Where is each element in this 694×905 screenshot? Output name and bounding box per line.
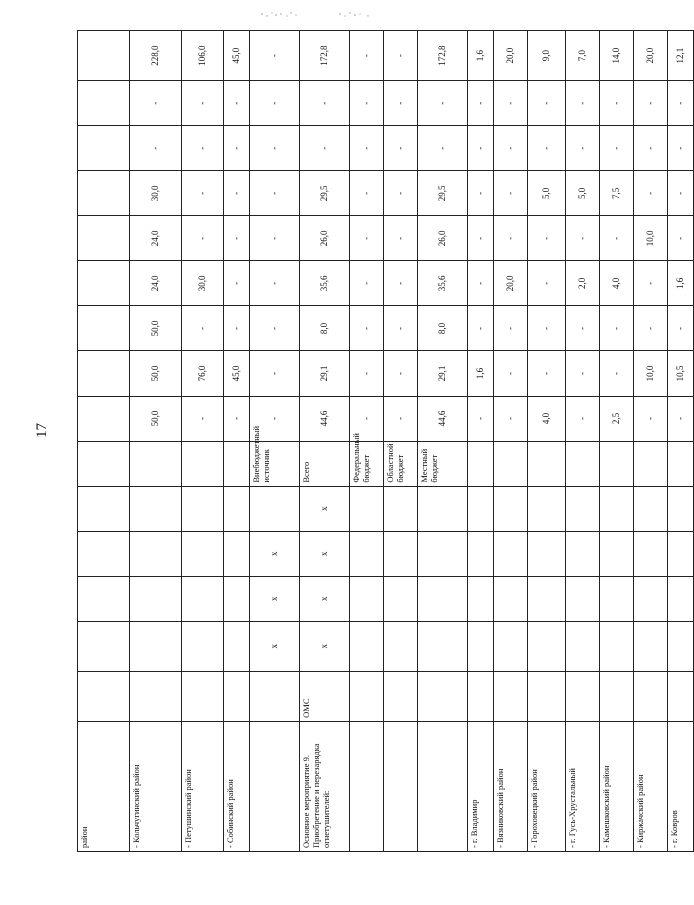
empty-cell xyxy=(78,396,130,441)
value-cell: - xyxy=(600,216,634,261)
responsible-cell xyxy=(418,671,468,721)
table-row xyxy=(418,31,468,852)
row-name-cell: - г. Владимир xyxy=(468,721,494,851)
value-cell: - xyxy=(250,306,300,351)
source-cell xyxy=(494,441,528,486)
value-cell: - xyxy=(224,306,250,351)
value-cell: - xyxy=(634,396,668,441)
value-cell: - xyxy=(528,126,566,171)
value-cell: 50,0 xyxy=(130,306,182,351)
value-cell: - xyxy=(182,216,224,261)
value-cell: 7,0 xyxy=(566,31,600,81)
value-cell: - xyxy=(250,31,300,81)
responsible-cell: ОМС xyxy=(300,671,350,721)
value-cell: - xyxy=(182,126,224,171)
value-cell: - xyxy=(300,126,350,171)
row-name-cell xyxy=(384,721,418,851)
code-cell: х xyxy=(250,531,300,576)
source-cell xyxy=(528,441,566,486)
value-cell: - xyxy=(600,306,634,351)
row-name-cell: - г. Ковров xyxy=(668,721,694,851)
value-cell: - xyxy=(634,261,668,306)
value-cell: - xyxy=(468,306,494,351)
value-cell: - xyxy=(182,306,224,351)
empty-cell xyxy=(78,576,130,621)
value-cell: 35,6 xyxy=(300,261,350,306)
value-cell: - xyxy=(468,396,494,441)
value-cell: 2,0 xyxy=(566,261,600,306)
row-name-cell xyxy=(250,721,300,851)
value-cell: - xyxy=(566,216,600,261)
value-cell: - xyxy=(494,396,528,441)
page-number: 17 xyxy=(34,423,50,438)
value-cell: - xyxy=(528,351,566,396)
code-cell xyxy=(566,486,600,531)
responsible-cell xyxy=(130,671,182,721)
table-row xyxy=(494,31,528,852)
value-cell: 4,0 xyxy=(528,396,566,441)
code-cell xyxy=(384,621,418,671)
value-cell: - xyxy=(668,306,694,351)
code-cell xyxy=(468,531,494,576)
table-row xyxy=(224,31,250,852)
source-cell xyxy=(668,441,694,486)
code-cell: х xyxy=(300,486,350,531)
code-cell xyxy=(634,486,668,531)
table-row xyxy=(668,31,694,852)
value-cell: 44,6 xyxy=(418,396,468,441)
value-cell: 1,6 xyxy=(468,31,494,81)
value-cell: - xyxy=(668,396,694,441)
code-cell: х xyxy=(300,531,350,576)
table-row xyxy=(78,31,130,852)
code-cell xyxy=(350,621,384,671)
value-cell: 12,1 xyxy=(668,31,694,81)
value-cell: - xyxy=(384,126,418,171)
code-cell xyxy=(528,531,566,576)
value-cell: - xyxy=(566,306,600,351)
value-cell: - xyxy=(494,171,528,216)
responsible-cell xyxy=(566,671,600,721)
value-cell: - xyxy=(224,261,250,306)
value-cell: - xyxy=(182,171,224,216)
value-cell: 50,0 xyxy=(130,351,182,396)
source-cell xyxy=(468,441,494,486)
value-cell: - xyxy=(566,126,600,171)
value-cell: - xyxy=(384,396,418,441)
value-cell: 26,0 xyxy=(418,216,468,261)
table-row xyxy=(182,31,224,852)
empty-cell xyxy=(78,31,130,81)
code-cell xyxy=(130,621,182,671)
value-cell: - xyxy=(384,306,418,351)
empty-cell xyxy=(78,621,130,671)
value-cell: 8,0 xyxy=(300,306,350,351)
value-cell: - xyxy=(528,81,566,126)
empty-cell xyxy=(78,306,130,351)
responsible-cell xyxy=(494,671,528,721)
value-cell: - xyxy=(418,81,468,126)
row-name-cell: - Вязниковский район xyxy=(494,721,528,851)
table-row xyxy=(528,31,566,852)
code-cell xyxy=(350,531,384,576)
row-name-cell: - Петушинский район xyxy=(182,721,224,851)
value-cell: 44,6 xyxy=(300,396,350,441)
source-cell xyxy=(566,441,600,486)
code-cell xyxy=(250,486,300,531)
row-name-cell: - Камешковский район xyxy=(600,721,634,851)
value-cell: - xyxy=(384,31,418,81)
value-cell: - xyxy=(384,351,418,396)
value-cell: 4,0 xyxy=(600,261,634,306)
value-cell: 45,0 xyxy=(224,351,250,396)
row-name-cell: - г. Гусь-Хрустальный xyxy=(566,721,600,851)
value-cell: - xyxy=(182,396,224,441)
value-cell: 29,1 xyxy=(418,351,468,396)
code-cell xyxy=(224,621,250,671)
value-cell: - xyxy=(384,261,418,306)
value-cell: - xyxy=(468,216,494,261)
code-cell xyxy=(468,576,494,621)
code-cell xyxy=(182,576,224,621)
table-row xyxy=(634,31,668,852)
value-cell: - xyxy=(350,126,384,171)
value-cell: - xyxy=(250,351,300,396)
value-cell: 10,0 xyxy=(634,216,668,261)
code-cell xyxy=(494,576,528,621)
table-row xyxy=(566,31,600,852)
value-cell: - xyxy=(528,261,566,306)
code-cell xyxy=(494,486,528,531)
code-cell xyxy=(634,576,668,621)
table-row xyxy=(350,31,384,852)
value-cell: - xyxy=(384,171,418,216)
source-cell: Внебюджетный источник xyxy=(250,441,300,486)
source-cell xyxy=(130,441,182,486)
responsible-cell xyxy=(600,671,634,721)
value-cell: 20,0 xyxy=(634,31,668,81)
table-row xyxy=(300,31,350,852)
value-cell: - xyxy=(668,81,694,126)
value-cell: 76,0 xyxy=(182,351,224,396)
empty-cell xyxy=(78,216,130,261)
source-cell xyxy=(634,441,668,486)
empty-cell xyxy=(78,671,130,721)
table-row xyxy=(468,31,494,852)
code-cell xyxy=(418,486,468,531)
value-cell: - xyxy=(668,171,694,216)
value-cell: - xyxy=(634,171,668,216)
value-cell: - xyxy=(468,261,494,306)
value-cell: - xyxy=(300,81,350,126)
value-cell: - xyxy=(350,31,384,81)
responsible-cell xyxy=(350,671,384,721)
source-cell: Федеральный бюджет xyxy=(350,441,384,486)
value-cell: 172,8 xyxy=(300,31,350,81)
value-cell: - xyxy=(350,261,384,306)
code-cell xyxy=(384,486,418,531)
code-cell xyxy=(224,486,250,531)
value-cell: - xyxy=(130,126,182,171)
value-cell: - xyxy=(224,126,250,171)
code-cell xyxy=(182,621,224,671)
value-cell: - xyxy=(250,81,300,126)
value-cell: - xyxy=(494,216,528,261)
code-cell xyxy=(468,486,494,531)
scan-noise xyxy=(258,10,378,20)
responsible-cell xyxy=(634,671,668,721)
code-cell xyxy=(384,531,418,576)
value-cell: - xyxy=(350,351,384,396)
code-cell: х xyxy=(250,621,300,671)
value-cell: - xyxy=(224,171,250,216)
value-cell: 10,0 xyxy=(634,351,668,396)
empty-cell xyxy=(78,171,130,216)
table-frame xyxy=(77,30,686,848)
value-cell: - xyxy=(634,306,668,351)
empty-cell xyxy=(78,486,130,531)
table-body xyxy=(78,31,694,852)
code-cell xyxy=(668,486,694,531)
value-cell: 9,0 xyxy=(528,31,566,81)
value-cell: - xyxy=(494,126,528,171)
code-cell xyxy=(528,576,566,621)
value-cell: - xyxy=(130,81,182,126)
code-cell xyxy=(182,486,224,531)
value-cell: - xyxy=(600,351,634,396)
code-cell xyxy=(468,621,494,671)
code-cell xyxy=(634,621,668,671)
value-cell: - xyxy=(250,261,300,306)
code-cell xyxy=(182,531,224,576)
code-cell xyxy=(384,576,418,621)
row-name-cell xyxy=(418,721,468,851)
value-cell: - xyxy=(668,126,694,171)
code-cell xyxy=(566,621,600,671)
row-name-cell: район xyxy=(78,721,130,851)
value-cell: 228,0 xyxy=(130,31,182,81)
value-cell: - xyxy=(350,81,384,126)
value-cell: - xyxy=(566,351,600,396)
source-cell xyxy=(600,441,634,486)
value-cell: 30,0 xyxy=(182,261,224,306)
value-cell: 1,6 xyxy=(468,351,494,396)
code-cell xyxy=(224,576,250,621)
empty-cell xyxy=(78,351,130,396)
code-cell: х xyxy=(250,576,300,621)
row-name-cell: - Кольчугинский район xyxy=(130,721,182,851)
code-cell xyxy=(130,486,182,531)
value-cell: 8,0 xyxy=(418,306,468,351)
value-cell: 20,0 xyxy=(494,261,528,306)
value-cell: - xyxy=(384,81,418,126)
value-cell: 50,0 xyxy=(130,396,182,441)
value-cell: - xyxy=(350,171,384,216)
source-cell: Областной бюджет xyxy=(384,441,418,486)
value-cell: 45,0 xyxy=(224,31,250,81)
code-cell: х xyxy=(300,576,350,621)
value-cell: 29,5 xyxy=(300,171,350,216)
value-cell: - xyxy=(600,81,634,126)
value-cell: - xyxy=(350,216,384,261)
code-cell xyxy=(494,531,528,576)
value-cell: 24,0 xyxy=(130,261,182,306)
value-cell: - xyxy=(468,171,494,216)
source-cell: Местный бюджет xyxy=(418,441,468,486)
value-cell: - xyxy=(350,306,384,351)
value-cell: - xyxy=(250,126,300,171)
value-cell: 24,0 xyxy=(130,216,182,261)
value-cell: - xyxy=(384,216,418,261)
empty-cell xyxy=(78,81,130,126)
responsible-cell xyxy=(182,671,224,721)
value-cell: - xyxy=(566,396,600,441)
value-cell: - xyxy=(350,396,384,441)
value-cell: - xyxy=(494,351,528,396)
code-cell: х xyxy=(300,621,350,671)
code-cell xyxy=(634,531,668,576)
value-cell: 7,5 xyxy=(600,171,634,216)
source-cell xyxy=(182,441,224,486)
code-cell xyxy=(494,621,528,671)
value-cell: - xyxy=(494,306,528,351)
table-row xyxy=(250,31,300,852)
value-cell: 29,1 xyxy=(300,351,350,396)
value-cell: 35,6 xyxy=(418,261,468,306)
code-cell xyxy=(566,531,600,576)
responsible-cell xyxy=(250,671,300,721)
responsible-cell xyxy=(668,671,694,721)
value-cell: - xyxy=(224,396,250,441)
table-row xyxy=(600,31,634,852)
code-cell xyxy=(418,576,468,621)
value-cell: 10,5 xyxy=(668,351,694,396)
value-cell: - xyxy=(600,126,634,171)
source-cell xyxy=(224,441,250,486)
value-cell: - xyxy=(250,396,300,441)
value-cell: - xyxy=(668,216,694,261)
code-cell xyxy=(350,486,384,531)
code-cell xyxy=(528,486,566,531)
code-cell xyxy=(418,531,468,576)
value-cell: - xyxy=(418,126,468,171)
table-row xyxy=(130,31,182,852)
value-cell: 106,0 xyxy=(182,31,224,81)
value-cell: - xyxy=(468,81,494,126)
row-name-cell: - Киржачский район xyxy=(634,721,668,851)
code-cell xyxy=(224,531,250,576)
row-name-cell: Основное мероприятие 9. Приобретение и перезарядка огнетушителей: xyxy=(300,721,350,851)
code-cell xyxy=(668,531,694,576)
row-name-cell xyxy=(350,721,384,851)
value-cell: - xyxy=(250,171,300,216)
empty-cell xyxy=(78,441,130,486)
code-cell xyxy=(566,576,600,621)
code-cell xyxy=(600,621,634,671)
value-cell: - xyxy=(182,81,224,126)
responsible-cell xyxy=(468,671,494,721)
code-cell xyxy=(668,621,694,671)
value-cell: - xyxy=(494,81,528,126)
value-cell: 1,6 xyxy=(668,261,694,306)
row-name-cell: - Гороховецкий район xyxy=(528,721,566,851)
value-cell: 26,0 xyxy=(300,216,350,261)
code-cell xyxy=(130,531,182,576)
code-cell xyxy=(350,576,384,621)
code-cell xyxy=(600,576,634,621)
value-cell: 29,5 xyxy=(418,171,468,216)
value-cell: - xyxy=(634,81,668,126)
program-table xyxy=(77,30,694,852)
value-cell: 172,8 xyxy=(418,31,468,81)
empty-cell xyxy=(78,261,130,306)
empty-cell xyxy=(78,126,130,171)
responsible-cell xyxy=(224,671,250,721)
value-cell: 2,5 xyxy=(600,396,634,441)
code-cell xyxy=(528,621,566,671)
value-cell: 14,0 xyxy=(600,31,634,81)
table-row xyxy=(384,31,418,852)
value-cell: - xyxy=(634,126,668,171)
value-cell: - xyxy=(528,306,566,351)
responsible-cell xyxy=(528,671,566,721)
value-cell: 30,0 xyxy=(130,171,182,216)
value-cell: - xyxy=(224,81,250,126)
value-cell: - xyxy=(250,216,300,261)
source-cell: Всего xyxy=(300,441,350,486)
value-cell: - xyxy=(224,216,250,261)
value-cell: - xyxy=(528,216,566,261)
code-cell xyxy=(668,576,694,621)
code-cell xyxy=(418,621,468,671)
empty-cell xyxy=(78,531,130,576)
code-cell xyxy=(130,576,182,621)
value-cell: 20,0 xyxy=(494,31,528,81)
value-cell: - xyxy=(468,126,494,171)
responsible-cell xyxy=(384,671,418,721)
code-cell xyxy=(600,486,634,531)
code-cell xyxy=(600,531,634,576)
value-cell: 5,0 xyxy=(528,171,566,216)
row-name-cell: - Собинский район xyxy=(224,721,250,851)
value-cell: - xyxy=(566,81,600,126)
value-cell: 5,0 xyxy=(566,171,600,216)
